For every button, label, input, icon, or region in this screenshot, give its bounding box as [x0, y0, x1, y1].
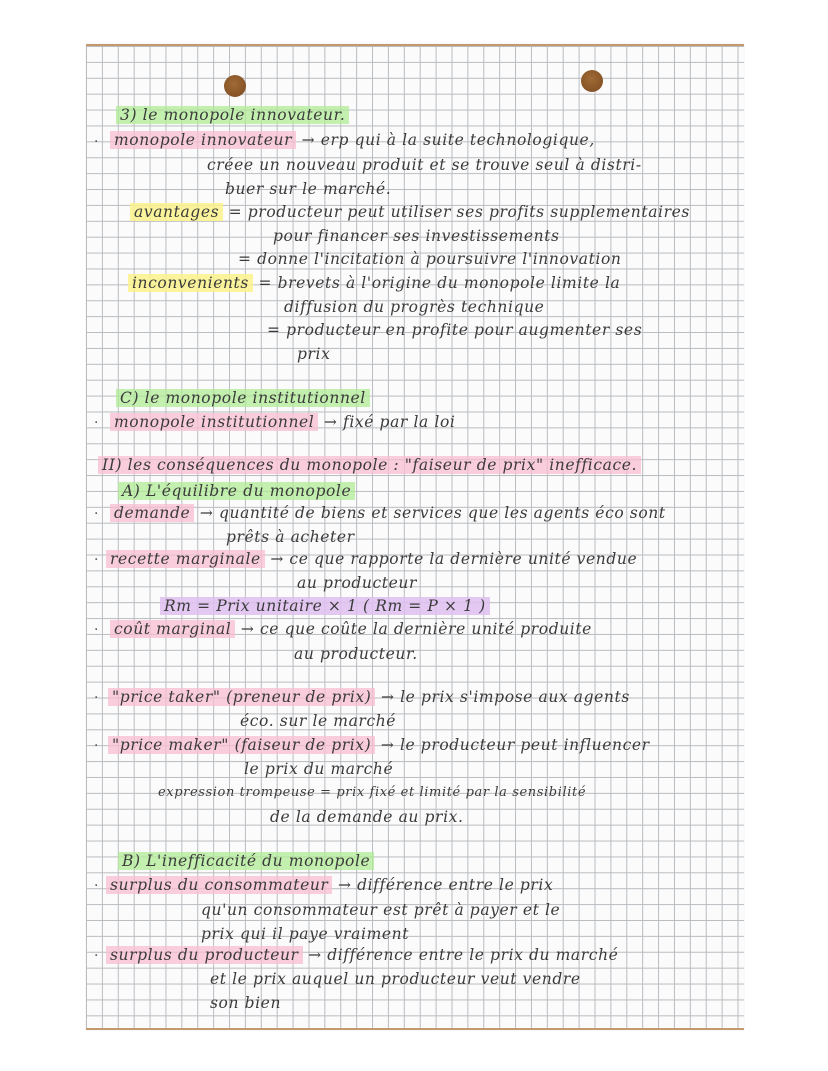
term: coût marginal	[110, 620, 235, 638]
definition-line: "price maker" (faiseur de prix) → le producteur peut influencer	[108, 736, 650, 754]
binder-hole-left	[224, 75, 246, 97]
advantages-line: avantages = producteur peut utiliser ses profits supplementaires	[130, 203, 690, 221]
term: demande	[110, 504, 194, 522]
definition-line: créee un nouveau produit et se trouve seul à distri-	[207, 156, 642, 174]
bullet: ·	[94, 948, 99, 964]
definition-line: coût marginal → ce que coûte la dernière unité produite	[110, 620, 592, 638]
subsection-heading: B) L'inefficacité du monopole	[118, 852, 374, 870]
definition-line: monopole institutionnel → fixé par la loi	[110, 413, 455, 431]
definition-line: expression trompeuse = prix fixé et limité par la sensibilité	[158, 785, 587, 800]
inconvenients-line: diffusion du progrès technique	[284, 298, 545, 316]
definition-line: surplus du producteur → différence entre le prix du marché	[106, 946, 618, 964]
bullet: ·	[94, 415, 99, 431]
definition-line: au producteur	[297, 574, 417, 592]
bullet: ·	[94, 738, 99, 754]
definition-line: de la demande au prix.	[270, 808, 464, 826]
term: recette marginale	[106, 550, 265, 568]
term: inconvenients	[128, 274, 253, 292]
term: avantages	[130, 203, 223, 221]
bullet: ·	[94, 552, 99, 568]
inconvenients-line: prix	[297, 345, 331, 363]
section-heading: 3) le monopole innovateur.	[116, 106, 349, 124]
definition-line: recette marginale → ce que rapporte la dernière unité vendue	[106, 550, 637, 568]
definition-line: au producteur.	[294, 645, 418, 663]
definition-line: monopole innovateur → erp qui à la suite technologique,	[110, 131, 595, 149]
term: monopole institutionnel	[110, 413, 318, 431]
definition-line: surplus du consommateur → différence entre le prix	[106, 876, 553, 894]
term: surplus du consommateur	[106, 876, 332, 894]
definition-line: son bien	[210, 994, 282, 1012]
section-heading: C) le monopole institutionnel	[116, 389, 370, 407]
bullet: ·	[94, 506, 99, 522]
subsection-heading: A) L'équilibre du monopole	[118, 482, 355, 500]
advantages-line: = donne l'incitation à poursuivre l'innovation	[238, 250, 622, 268]
section-heading: II) les conséquences du monopole : "faiseur de prix" inefficace.	[98, 456, 641, 474]
bullet: ·	[94, 134, 99, 150]
term: surplus du producteur	[106, 946, 303, 964]
definition-line: "price taker" (preneur de prix) → le prix s'impose aux agents	[108, 688, 630, 706]
definition-line: qu'un consommateur est prêt à payer et le	[201, 901, 561, 919]
bullet: ·	[94, 878, 99, 894]
formula: Rm = Prix unitaire × 1 ( Rm = P × 1 )	[160, 597, 490, 615]
bullet: ·	[94, 690, 99, 706]
advantages-line: pour financer ses investissements	[273, 227, 560, 245]
definition-line: prêts à acheter	[226, 528, 355, 546]
binder-hole-right	[581, 70, 603, 92]
bullet: ·	[94, 622, 99, 638]
definition-line: et le prix auquel un producteur veut vendre	[210, 970, 581, 988]
inconvenients-line: = producteur en profite pour augmenter ses	[267, 321, 643, 339]
term: "price maker" (faiseur de prix)	[108, 736, 375, 754]
definition-line: le prix du marché	[244, 760, 394, 778]
definition-line: buer sur le marché.	[225, 180, 392, 198]
definition-line: prix qui il paye vraiment	[201, 925, 410, 943]
definition-line: demande → quantité de biens et services que les agents éco sont	[110, 504, 666, 522]
term: monopole innovateur	[110, 131, 296, 149]
inconvenients-line: inconvenients = brevets à l'origine du monopole limite la	[128, 274, 620, 292]
definition-line: éco. sur le marché	[240, 712, 397, 730]
term: "price taker" (preneur de prix)	[108, 688, 375, 706]
